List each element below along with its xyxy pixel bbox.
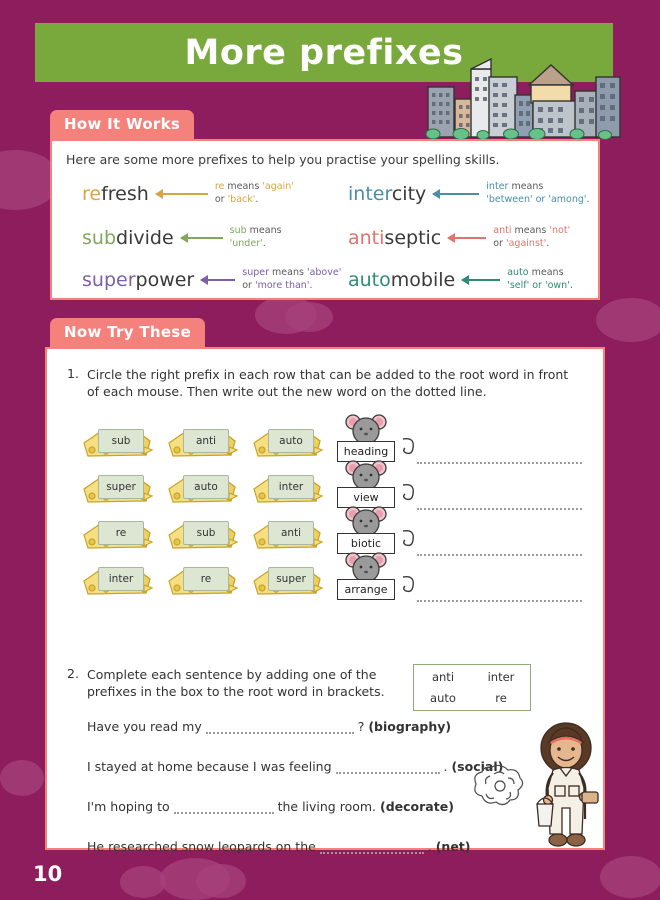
cheese-prefix-label: super bbox=[268, 567, 314, 591]
arrow-left-icon bbox=[181, 237, 223, 239]
decorative-cloud bbox=[196, 864, 246, 898]
sentence-before: I stayed at home because I was feeling bbox=[87, 759, 336, 774]
fill-in-sentence bbox=[87, 759, 503, 774]
cheese-prefix-option[interactable] bbox=[165, 471, 239, 509]
sentence-after: . bbox=[439, 759, 452, 774]
answer-dotted-line[interactable] bbox=[417, 462, 582, 464]
note-quote: 'again' bbox=[262, 181, 294, 192]
prefix-example bbox=[348, 181, 590, 206]
cheese-prefix-label: re bbox=[98, 521, 144, 545]
cheese-prefix-label: re bbox=[183, 567, 229, 591]
prefix-example bbox=[348, 267, 573, 292]
sentence-root-word: (biography) bbox=[368, 719, 452, 734]
note-end: . bbox=[309, 279, 313, 291]
note-mid: means bbox=[528, 267, 564, 278]
cheese-prefix-option[interactable] bbox=[165, 425, 239, 463]
prefix-example bbox=[82, 181, 294, 206]
prefix-example-note bbox=[230, 225, 282, 250]
note-end: . bbox=[586, 193, 590, 205]
fill-in-sentence bbox=[87, 719, 451, 734]
note-quote2: 'back' bbox=[227, 193, 256, 205]
root-part: fresh bbox=[101, 182, 149, 205]
prefix-example-note bbox=[215, 181, 294, 206]
note-mid: means bbox=[269, 267, 307, 278]
decorative-cloud bbox=[285, 302, 333, 332]
cheese-prefix-option[interactable] bbox=[80, 563, 154, 601]
prefix-example-word bbox=[348, 269, 455, 291]
cheese-prefix-label: inter bbox=[98, 567, 144, 591]
prefix-part: inter bbox=[348, 182, 392, 205]
root-part: mobile bbox=[390, 268, 456, 291]
arrow-left-icon bbox=[201, 279, 235, 281]
section-tab-how-it-works: How It Works bbox=[50, 110, 194, 139]
cheese-prefix-option[interactable] bbox=[165, 563, 239, 601]
prefix-example-word bbox=[82, 183, 149, 205]
root-part: divide bbox=[116, 226, 174, 249]
sentence-blank[interactable] bbox=[336, 761, 440, 774]
root-part: septic bbox=[384, 226, 442, 249]
decorative-cloud bbox=[255, 296, 317, 334]
answer-dotted-line[interactable] bbox=[417, 600, 582, 602]
cheese-prefix-option[interactable] bbox=[80, 517, 154, 555]
answer-dotted-line[interactable] bbox=[417, 554, 582, 556]
decorative-cloud bbox=[596, 298, 660, 342]
bank-word: re bbox=[495, 690, 507, 705]
cheese-prefix-label: anti bbox=[183, 429, 229, 453]
note-quote2: 'self' or 'own' bbox=[507, 279, 570, 291]
cheese-prefix-label: super bbox=[98, 475, 144, 499]
note-prefix: inter bbox=[486, 181, 509, 192]
decorative-cloud bbox=[160, 858, 230, 900]
decorative-cloud bbox=[0, 760, 44, 796]
sentence-after: . bbox=[423, 839, 436, 854]
answer-dotted-line[interactable] bbox=[417, 508, 582, 510]
note-mid2: or bbox=[493, 237, 506, 249]
prefix-part: re bbox=[82, 182, 102, 205]
root-word-label: view bbox=[337, 487, 395, 508]
note-end: . bbox=[255, 193, 259, 205]
note-quote2: 'more than' bbox=[255, 279, 310, 291]
fill-in-sentence bbox=[87, 799, 454, 814]
arrow-left-icon bbox=[462, 279, 500, 281]
prefix-word-bank bbox=[413, 664, 531, 711]
decorative-cloud bbox=[600, 856, 660, 898]
note-prefix: re bbox=[214, 181, 225, 192]
prefix-example-word bbox=[348, 227, 441, 249]
cheese-prefix-option[interactable] bbox=[80, 471, 154, 509]
prefix-example-note bbox=[493, 225, 570, 250]
prefix-part: sub bbox=[82, 226, 117, 249]
cheese-prefix-option[interactable] bbox=[250, 517, 324, 555]
note-quote: 'not' bbox=[549, 225, 571, 236]
note-prefix: sub bbox=[229, 225, 247, 236]
note-quote2: 'under' bbox=[229, 237, 263, 249]
cheese-prefix-option[interactable] bbox=[250, 471, 324, 509]
note-mid2: or bbox=[214, 193, 228, 205]
sentence-blank[interactable] bbox=[174, 801, 274, 814]
sentence-root-word: (social) bbox=[451, 759, 504, 774]
cheese-prefix-option[interactable] bbox=[80, 425, 154, 463]
prefix-example-note bbox=[486, 181, 589, 206]
note-mid: means bbox=[246, 225, 282, 236]
arrow-left-icon bbox=[433, 193, 479, 195]
question-1-number: 1. bbox=[67, 366, 79, 381]
decorator-girl-illustration bbox=[527, 718, 605, 858]
cheese-prefix-label: auto bbox=[268, 429, 314, 453]
prefix-example-note bbox=[242, 267, 341, 292]
question-2-number: 2. bbox=[67, 666, 79, 681]
arrow-left-icon bbox=[156, 193, 208, 195]
city-skyline-icon bbox=[425, 55, 625, 143]
sentence-root-word: (net) bbox=[435, 839, 471, 854]
bank-word: anti bbox=[431, 669, 455, 684]
bank-word: inter bbox=[487, 669, 515, 684]
how-it-works-intro: Here are some more prefixes to help you practise your spelling skills. bbox=[66, 152, 500, 167]
note-mid: means bbox=[224, 181, 263, 192]
note-quote2: 'against' bbox=[506, 237, 547, 249]
how-it-works-panel bbox=[50, 139, 600, 300]
note-mid: means bbox=[508, 181, 544, 192]
note-end: . bbox=[546, 237, 550, 249]
cheese-prefix-option[interactable] bbox=[165, 517, 239, 555]
prefix-example-word bbox=[82, 227, 174, 249]
prefix-part: auto bbox=[348, 268, 391, 291]
question-2-text: Complete each sentence by adding one of the prefixes in the box to the root word in brackets. bbox=[87, 667, 385, 699]
arrow-left-icon bbox=[448, 237, 486, 239]
prefix-example-note bbox=[507, 267, 573, 292]
cheese-prefix-label: auto bbox=[183, 475, 229, 499]
cheese-prefix-label: anti bbox=[268, 521, 314, 545]
sentence-after: ? bbox=[353, 719, 369, 734]
cheese-prefix-label: sub bbox=[183, 521, 229, 545]
section-tab-now-try-these: Now Try These bbox=[50, 318, 205, 347]
page-number: 10 bbox=[33, 862, 63, 886]
mouse-root-word bbox=[337, 553, 403, 609]
cheese-prefix-label: sub bbox=[98, 429, 144, 453]
root-part: city bbox=[391, 182, 427, 205]
page-title: More prefixes bbox=[184, 32, 464, 73]
sentence-blank[interactable] bbox=[320, 841, 424, 854]
prefix-example bbox=[348, 225, 570, 250]
prefix-example bbox=[82, 267, 341, 292]
note-end: . bbox=[262, 237, 266, 249]
prefix-part: super bbox=[82, 268, 136, 291]
root-word-label: arrange bbox=[337, 579, 395, 600]
prefix-example-word bbox=[82, 269, 194, 291]
note-quote: 'above' bbox=[306, 267, 342, 278]
sentence-blank[interactable] bbox=[206, 721, 354, 734]
note-mid2: or bbox=[242, 279, 255, 291]
note-prefix: anti bbox=[493, 225, 512, 236]
root-word-label: biotic bbox=[337, 533, 395, 554]
cheese-prefix-option[interactable] bbox=[250, 563, 324, 601]
cheese-prefix-option[interactable] bbox=[250, 425, 324, 463]
paint-splat-icon bbox=[472, 760, 528, 812]
sentence-after: the living room. bbox=[273, 799, 380, 814]
sentence-before: He researched snow leopards on the bbox=[87, 839, 320, 854]
fill-in-sentence bbox=[87, 839, 471, 854]
note-prefix: super bbox=[242, 267, 270, 278]
bank-word: auto bbox=[430, 690, 456, 705]
sentence-before: I'm hoping to bbox=[87, 799, 174, 814]
prefix-example-word bbox=[348, 183, 426, 205]
note-quote2: 'between' or 'among' bbox=[486, 193, 587, 205]
prefix-part: anti bbox=[348, 226, 385, 249]
cheese-prefix-label: inter bbox=[268, 475, 314, 499]
root-word-label: heading bbox=[337, 441, 395, 462]
prefix-example bbox=[82, 225, 282, 250]
sentence-root-word: (decorate) bbox=[380, 799, 454, 814]
question-1-text: Circle the right prefix in each row that can be added to the root word in front of each mouse. Then write out the new word on the dotted line. bbox=[87, 367, 569, 399]
decorative-cloud bbox=[120, 866, 166, 898]
note-end: . bbox=[569, 279, 573, 291]
sentence-before: Have you read my bbox=[87, 719, 206, 734]
note-prefix: auto bbox=[507, 267, 529, 278]
root-part: power bbox=[135, 268, 195, 291]
note-mid: means bbox=[511, 225, 550, 236]
